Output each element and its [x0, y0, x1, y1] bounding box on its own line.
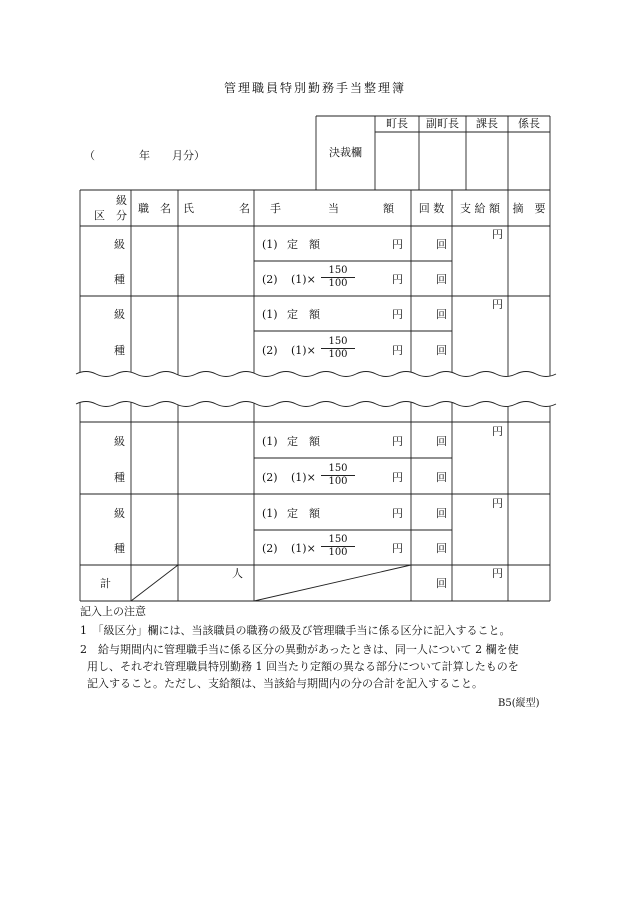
line1-label: 定 額 — [287, 435, 320, 448]
line1-yen: 円 — [392, 507, 403, 520]
fraction-denominator: 100 — [328, 476, 348, 487]
line1-kai: 回 — [436, 507, 447, 520]
shikyu-yen: 円 — [492, 497, 503, 510]
fraction-numerator: 150 — [321, 534, 355, 547]
total-label: 計 — [100, 577, 111, 590]
period-month: 月分） — [172, 149, 205, 162]
header-kubun-right: 分 — [116, 209, 127, 222]
fraction-denominator: 100 — [328, 547, 348, 558]
note-line: 2 給与期間内に管理職手当に係る区分の異動があったときは、同一人について 2 欄を使 — [80, 643, 519, 656]
line2-no: (2) — [262, 344, 278, 357]
row-label-shu: 種 — [114, 542, 125, 555]
line2-fraction — [321, 265, 355, 290]
paper-size: B5(縦型) — [498, 698, 540, 709]
total-yen: 円 — [492, 567, 503, 580]
row-label-kyu: 級 — [114, 238, 125, 251]
shikyu-yen: 円 — [492, 228, 503, 241]
row-label-shu: 種 — [114, 344, 125, 357]
line1-kai: 回 — [436, 308, 447, 321]
note-line: 1 「級区分」欄には、当該職員の職務の級及び管理職手当に係る区分に記入すること。 — [80, 624, 511, 637]
fraction-denominator: 100 — [328, 278, 348, 289]
notes-heading: 記入上の注意 — [80, 605, 146, 618]
notes — [80, 603, 552, 692]
total-kai: 回 — [436, 577, 447, 590]
header-kubun-top: 級 — [116, 194, 127, 207]
shikyu-yen: 円 — [492, 425, 503, 438]
row-label-shu: 種 — [114, 471, 125, 484]
approval-role-unit-chief: 係長 — [518, 117, 540, 130]
line1-label: 定 額 — [287, 308, 320, 321]
line1-yen: 円 — [392, 308, 403, 321]
fraction-denominator: 100 — [328, 349, 348, 360]
line1-kai: 回 — [436, 435, 447, 448]
line2-kai: 回 — [436, 471, 447, 484]
fraction-numerator: 150 — [321, 336, 355, 349]
note-line: 記入すること。ただし、支給額は、当該給与期間内の分の合計を記入すること。 — [87, 677, 483, 690]
row-label-kyu: 級 — [114, 435, 125, 448]
header-teate-3: 額 — [383, 202, 394, 215]
line2-mult: (1)× — [291, 273, 316, 286]
line2-no: (2) — [262, 273, 278, 286]
form-title: 管理職員特別勤務手当整理簿 — [223, 81, 406, 95]
header-shimei-2: 名 — [239, 202, 250, 215]
period-year: 年 — [139, 149, 150, 162]
line2-mult: (1)× — [291, 344, 316, 357]
line1-label: 定 額 — [287, 507, 320, 520]
line2-kai: 回 — [436, 273, 447, 286]
line1-no: (1) — [262, 507, 278, 520]
line2-fraction — [321, 534, 355, 559]
line2-yen: 円 — [392, 471, 403, 484]
line2-fraction — [321, 463, 355, 488]
header-kaisu: 回 数 — [418, 202, 445, 215]
row-label-kyu: 級 — [114, 308, 125, 321]
line1-no: (1) — [262, 435, 278, 448]
approval-role-section-chief: 課長 — [476, 117, 498, 130]
line2-kai: 回 — [436, 542, 447, 555]
line2-mult: (1)× — [291, 471, 316, 484]
fraction-numerator: 150 — [321, 463, 355, 476]
header-kubun-left: 区 — [94, 209, 105, 222]
line2-no: (2) — [262, 471, 278, 484]
shikyu-yen: 円 — [492, 298, 503, 311]
note-line: 用し、それぞれ管理職員特別勤務 1 回当たり定額の異なる部分について計算したものを — [87, 660, 519, 673]
line2-kai: 回 — [436, 344, 447, 357]
approval-role-mayor: 町長 — [386, 117, 408, 130]
line1-label: 定 額 — [287, 238, 320, 251]
row-label-kyu: 級 — [114, 507, 125, 520]
header-teate-1: 手 — [270, 202, 281, 215]
line2-no: (2) — [262, 542, 278, 555]
line1-yen: 円 — [392, 435, 403, 448]
approval-label: 決裁欄 — [329, 146, 362, 159]
line2-yen: 円 — [392, 273, 403, 286]
line2-yen: 円 — [392, 542, 403, 555]
line2-fraction — [321, 336, 355, 361]
approval-role-deputy-mayor: 副町長 — [426, 117, 459, 130]
header-shokumei: 職 名 — [138, 202, 171, 215]
total-nin: 人 — [232, 567, 243, 580]
header-teate-2: 当 — [328, 202, 339, 215]
line1-no: (1) — [262, 238, 278, 251]
row-label-shu: 種 — [114, 273, 125, 286]
line1-no: (1) — [262, 308, 278, 321]
header-shimei-1: 氏 — [183, 202, 194, 215]
line2-mult: (1)× — [291, 542, 316, 555]
line1-kai: 回 — [436, 238, 447, 251]
period-open: （ — [84, 149, 95, 162]
header-shikyu: 支 給 額 — [460, 202, 500, 215]
line1-yen: 円 — [392, 238, 403, 251]
fraction-numerator: 150 — [321, 265, 355, 278]
line2-yen: 円 — [392, 344, 403, 357]
header-tekiyo: 摘 要 — [512, 202, 546, 215]
